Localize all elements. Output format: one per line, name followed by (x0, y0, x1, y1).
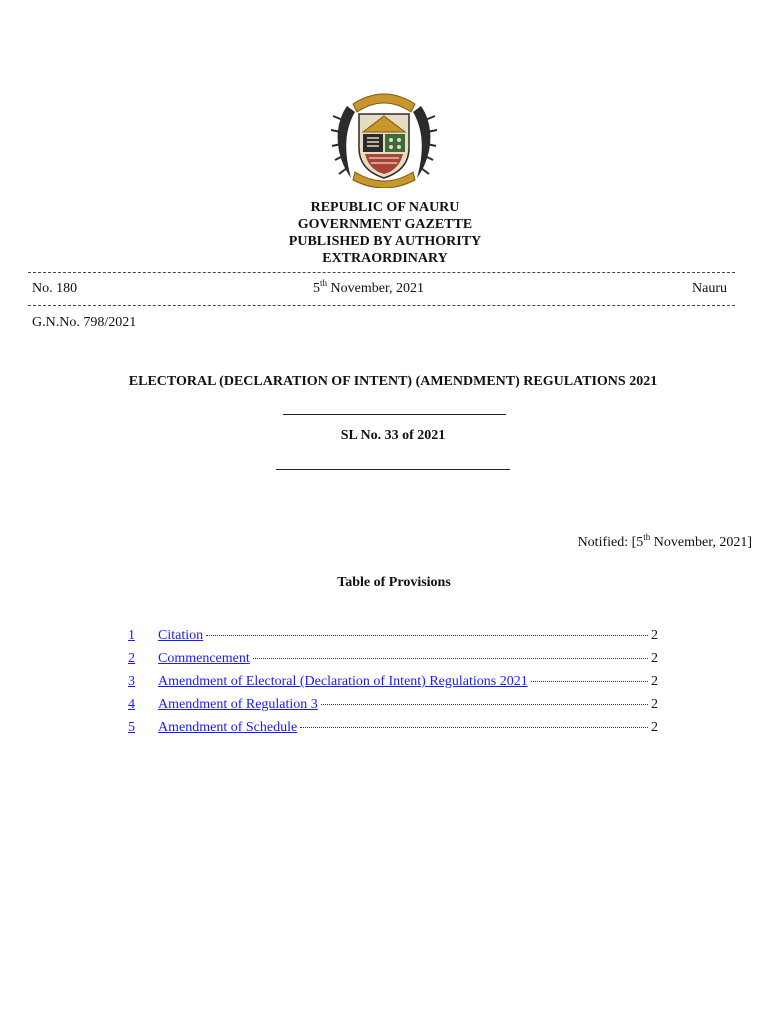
toc-page-number: 2 (651, 720, 658, 735)
toc-leader-dots (321, 704, 648, 705)
toc-row (128, 696, 658, 719)
toc-page-number: 2 (651, 674, 658, 689)
toc-link-amendment-of-regulation-3[interactable]: Amendment of Regulation 3 (158, 697, 318, 712)
regulation-title: ELECTORAL (DECLARATION OF INTENT) (AMENDMENT) REGULATIONS 2021 (128, 374, 658, 389)
toc-link-number[interactable]: 5 (128, 720, 135, 735)
gazette-number: No. 180 (32, 281, 78, 296)
gazette-notice-number: G.N.No. 798/2021 (32, 315, 137, 330)
title-rule-bottom (276, 469, 510, 470)
toc-row (128, 650, 658, 673)
header-line-republic: REPUBLIC OF NAURU (310, 200, 460, 215)
header-line-authority: PUBLISHED BY AUTHORITY (288, 234, 482, 249)
gazette-header (0, 199, 770, 267)
toc-leader-dots (206, 635, 648, 636)
toc-link-amendment-of-regulations[interactable]: Amendment of Electoral (Declaration of Intent) Regulations 2021 (158, 674, 528, 689)
header-line-gazette: GOVERNMENT GAZETTE (297, 217, 473, 232)
publication-row (32, 278, 727, 301)
notified-date: Notified: [5th November, 2021] (577, 532, 752, 550)
toc-row (128, 627, 658, 650)
toc-leader-dots (531, 681, 648, 682)
toc-link-citation[interactable]: Citation (158, 628, 204, 643)
toc-page-number: 2 (651, 697, 658, 712)
toc-leader-dots (253, 658, 648, 659)
dashed-divider-bottom (28, 305, 735, 306)
toc-row (128, 719, 658, 742)
sl-number: SL No. 33 of 2021 (340, 428, 446, 443)
toc-leader-dots (300, 727, 648, 728)
publication-place: Nauru (692, 281, 727, 296)
toc-title: Table of Provisions (337, 575, 451, 590)
title-rule-top (283, 414, 506, 415)
toc-row (128, 673, 658, 696)
toc-link-number[interactable]: 3 (128, 674, 135, 689)
dashed-divider-top (28, 272, 735, 273)
toc-page-number: 2 (651, 628, 658, 643)
header-line-extraordinary: EXTRAORDINARY (322, 251, 448, 266)
toc-link-number[interactable]: 4 (128, 697, 135, 712)
toc-link-number[interactable]: 2 (128, 651, 135, 666)
toc-page-number: 2 (651, 651, 658, 666)
toc-link-amendment-of-schedule[interactable]: Amendment of Schedule (158, 720, 298, 735)
toc-link-commencement[interactable]: Commencement (158, 651, 250, 666)
table-of-provisions (128, 627, 658, 742)
nauru-coat-of-arms-seal (329, 86, 439, 188)
toc-link-number[interactable]: 1 (128, 628, 135, 643)
publication-date: 5th November, 2021 (313, 278, 425, 296)
